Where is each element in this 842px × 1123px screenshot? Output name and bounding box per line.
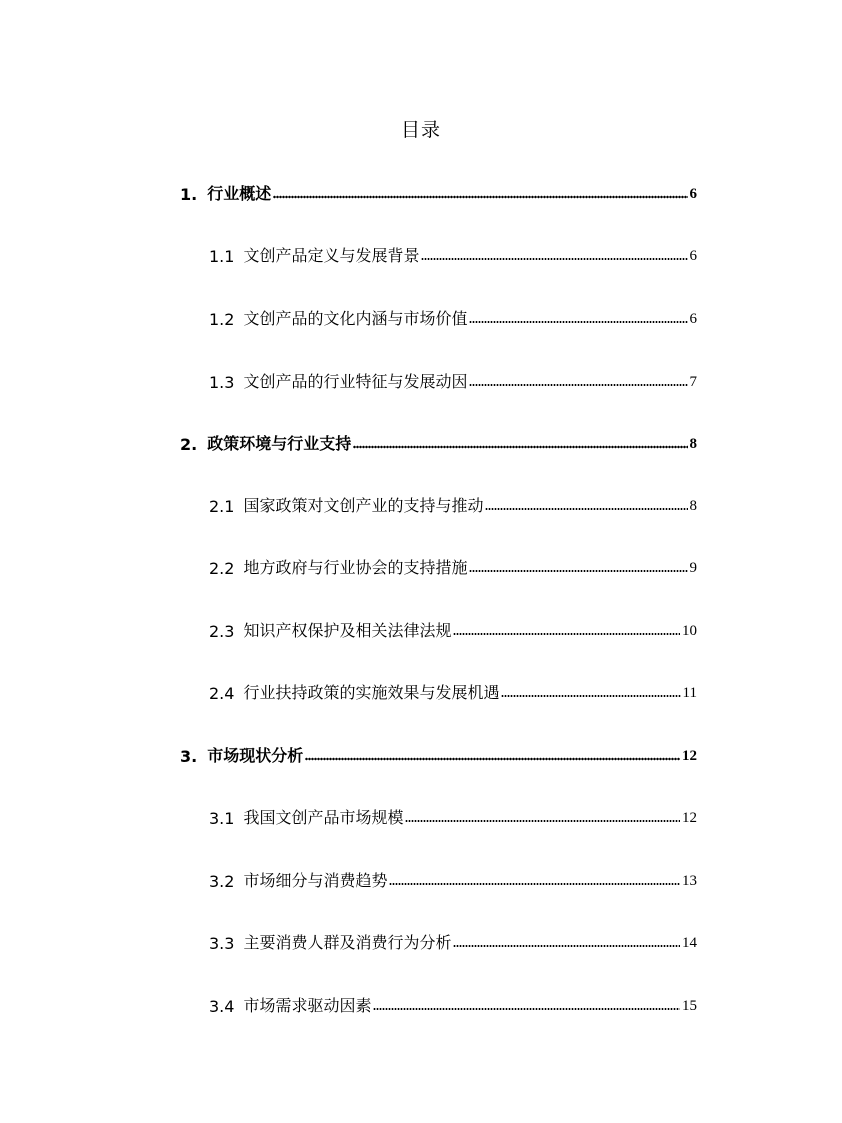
dot-leader (453, 632, 680, 636)
toc-entry-text: 政策环境与行业支持 (207, 434, 352, 453)
toc-entry-text: 我国文创产品市场规模 (243, 808, 404, 827)
toc-entry-1-2[interactable] (209, 303, 697, 329)
dot-leader (501, 694, 680, 698)
toc-entry-1-3[interactable] (209, 366, 697, 392)
toc-entry-page: 11 (682, 685, 697, 701)
toc-entry-page: 6 (689, 311, 697, 327)
toc-entry-text: 市场需求驱动因素 (243, 996, 372, 1015)
toc-entry-1-1[interactable] (209, 240, 697, 266)
toc-entry-text: 市场现状分析 (207, 746, 304, 765)
toc-entry-text: 行业概述 (207, 184, 272, 203)
dot-leader (389, 882, 680, 886)
toc-entry-text: 知识产权保护及相关法律法规 (243, 621, 452, 640)
toc-entry-3-4[interactable] (209, 990, 697, 1016)
toc-entry-text: 市场细分与消费趋势 (243, 871, 388, 890)
toc-entry-3-1[interactable] (209, 802, 697, 828)
page-title: 目录 (400, 119, 441, 141)
toc-entry-number: 1.2 (209, 310, 235, 329)
toc-entry-2-2[interactable] (209, 552, 697, 578)
toc-entry-text: 文创产品定义与发展背景 (243, 246, 420, 265)
dot-leader (373, 1007, 680, 1011)
toc-entry-3[interactable] (180, 740, 697, 766)
toc-entry-page: 6 (689, 186, 697, 202)
dot-leader (421, 257, 687, 261)
toc-entry-page: 8 (689, 436, 697, 452)
toc-entry-number: 3. (180, 747, 198, 766)
toc-entry-number: 1. (180, 185, 198, 204)
toc-entry-page: 12 (682, 810, 697, 826)
toc-entry-text: 地方政府与行业协会的支持措施 (243, 558, 468, 577)
dot-leader (485, 507, 687, 511)
toc-entry-page: 13 (682, 873, 697, 889)
toc-entry-number: 2.4 (209, 684, 235, 703)
dot-leader (469, 569, 687, 573)
toc-entry-page: 14 (682, 935, 697, 951)
toc-entry-number: 2.1 (209, 497, 235, 516)
toc-entry-3-3[interactable] (209, 927, 697, 953)
dot-leader (273, 195, 687, 199)
toc-entry-number: 2.2 (209, 559, 235, 578)
toc-entry-text: 国家政策对文创产业的支持与推动 (243, 496, 484, 515)
toc-entry-number: 3.3 (209, 934, 235, 953)
toc-entry-text: 文创产品的文化内涵与市场价值 (243, 309, 468, 328)
toc-entry-2-3[interactable] (209, 615, 697, 641)
toc-entry-number: 3.1 (209, 809, 235, 828)
toc-entry-page: 7 (689, 374, 697, 390)
toc-entry-1[interactable] (180, 178, 697, 204)
toc-entry-2[interactable] (180, 428, 697, 454)
toc-entry-2-4[interactable] (209, 677, 697, 703)
dot-leader (305, 757, 680, 761)
toc-entry-page: 8 (689, 498, 697, 514)
toc-entry-page: 9 (689, 560, 697, 576)
toc-entry-page: 6 (689, 248, 697, 264)
dot-leader (353, 445, 687, 449)
toc-entry-number: 2.3 (209, 622, 235, 641)
toc-entry-number: 3.2 (209, 872, 235, 891)
toc-entry-page: 10 (682, 623, 697, 639)
toc-entry-text: 文创产品的行业特征与发展动因 (243, 372, 468, 391)
toc-entry-number: 2. (180, 435, 198, 454)
toc-entry-number: 1.1 (209, 247, 235, 266)
toc-entry-number: 3.4 (209, 997, 235, 1016)
dot-leader (469, 383, 687, 387)
toc-entry-page: 15 (682, 998, 697, 1014)
toc-entry-number: 1.3 (209, 373, 235, 392)
toc-entry-text: 行业扶持政策的实施效果与发展机遇 (243, 683, 500, 702)
toc-entry-page: 12 (682, 748, 697, 764)
dot-leader (453, 944, 680, 948)
dot-leader (469, 320, 687, 324)
toc-entry-3-2[interactable] (209, 865, 697, 891)
toc-entry-text: 主要消费人群及消费行为分析 (243, 933, 452, 952)
toc-entry-2-1[interactable] (209, 490, 697, 516)
dot-leader (405, 819, 680, 823)
